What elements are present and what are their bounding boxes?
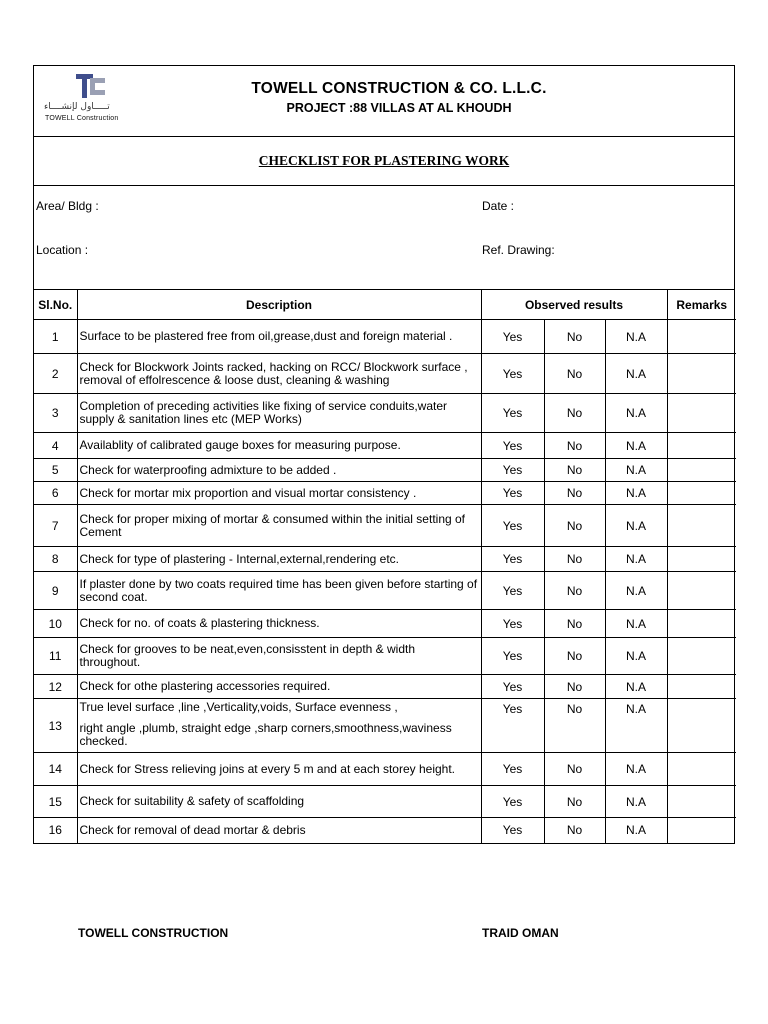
table-row bbox=[34, 459, 736, 482]
table-row bbox=[34, 753, 736, 786]
row-number: 3 bbox=[34, 394, 77, 433]
remarks-cell[interactable] bbox=[667, 572, 736, 610]
option-yes[interactable]: Yes bbox=[481, 753, 544, 786]
remarks-cell[interactable] bbox=[667, 354, 736, 394]
option-na[interactable]: N.A bbox=[605, 572, 667, 610]
ref-drawing-label: Ref. Drawing: bbox=[482, 243, 555, 257]
row-number: 13 bbox=[34, 699, 77, 753]
row-description: If plaster done by two coats required time has been given before starting of second coat. bbox=[77, 572, 481, 610]
company-name: TOWELL CONSTRUCTION & CO. L.L.C. bbox=[251, 80, 547, 97]
option-no[interactable]: No bbox=[544, 610, 605, 638]
option-yes[interactable]: Yes bbox=[481, 459, 544, 482]
option-yes[interactable]: Yes bbox=[481, 699, 544, 753]
remarks-cell[interactable] bbox=[667, 675, 736, 699]
option-no[interactable]: No bbox=[544, 482, 605, 505]
option-na[interactable]: N.A bbox=[605, 786, 667, 818]
logo-arabic-text: تـــــاول لإنشــــاء bbox=[44, 102, 110, 112]
row-number: 11 bbox=[34, 638, 77, 675]
table-row bbox=[34, 354, 736, 394]
table-row bbox=[34, 675, 736, 699]
row-number: 2 bbox=[34, 354, 77, 394]
col-header-slno: Sl.No. bbox=[34, 290, 77, 320]
col-header-remarks: Remarks bbox=[667, 290, 736, 320]
option-na[interactable]: N.A bbox=[605, 610, 667, 638]
option-no[interactable]: No bbox=[544, 675, 605, 699]
option-na[interactable]: N.A bbox=[605, 354, 667, 394]
remarks-cell[interactable] bbox=[667, 638, 736, 675]
project-name: PROJECT :88 VILLAS AT AL KHOUDH bbox=[286, 101, 512, 115]
checklist-table bbox=[34, 290, 736, 843]
option-na[interactable]: N.A bbox=[605, 638, 667, 675]
option-na[interactable]: N.A bbox=[605, 675, 667, 699]
table-row bbox=[34, 547, 736, 572]
title-row bbox=[34, 137, 734, 186]
option-na[interactable]: N.A bbox=[605, 320, 667, 354]
option-no[interactable]: No bbox=[544, 394, 605, 433]
remarks-cell[interactable] bbox=[667, 505, 736, 547]
remarks-cell[interactable] bbox=[667, 786, 736, 818]
table-row bbox=[34, 572, 736, 610]
logo-english-text: TOWELL Construction bbox=[45, 115, 119, 122]
option-no[interactable]: No bbox=[544, 699, 605, 753]
row-number: 9 bbox=[34, 572, 77, 610]
location-label: Location : bbox=[36, 243, 89, 257]
row-number: 16 bbox=[34, 818, 77, 843]
remarks-cell[interactable] bbox=[667, 699, 736, 753]
remarks-cell[interactable] bbox=[667, 818, 736, 843]
row-description bbox=[77, 699, 481, 753]
option-no[interactable]: No bbox=[544, 505, 605, 547]
table-row bbox=[34, 638, 736, 675]
option-no[interactable]: No bbox=[544, 753, 605, 786]
option-no[interactable]: No bbox=[544, 818, 605, 843]
checklist-sheet bbox=[33, 65, 735, 844]
document-header bbox=[34, 66, 734, 137]
table-row bbox=[34, 320, 736, 354]
option-yes[interactable]: Yes bbox=[481, 786, 544, 818]
table-row bbox=[34, 699, 736, 753]
row-description: Check for Stress relieving joins at every 5 m and at each storey height. bbox=[77, 753, 481, 786]
option-no[interactable]: No bbox=[544, 638, 605, 675]
remarks-cell[interactable] bbox=[667, 547, 736, 572]
option-no[interactable]: No bbox=[544, 786, 605, 818]
row-number: 14 bbox=[34, 753, 77, 786]
option-yes[interactable]: Yes bbox=[481, 547, 544, 572]
col-header-observed: Observed results bbox=[481, 290, 667, 320]
option-yes[interactable]: Yes bbox=[481, 610, 544, 638]
row-number: 15 bbox=[34, 786, 77, 818]
footer-right-signatory: TRAID OMAN bbox=[482, 926, 559, 940]
table-row bbox=[34, 482, 736, 505]
remarks-cell[interactable] bbox=[667, 320, 736, 354]
option-no[interactable]: No bbox=[544, 572, 605, 610]
row-description: Check for grooves to be neat,even,consisstent in depth & width throughout. bbox=[77, 638, 481, 675]
option-na[interactable]: N.A bbox=[605, 547, 667, 572]
option-yes[interactable]: Yes bbox=[481, 572, 544, 610]
table-row bbox=[34, 394, 736, 433]
row-description: Check for othe plastering accessories required. bbox=[77, 675, 481, 699]
row-description: Completion of preceding activities like fixing of service conduits,water supply & sanitation lines etc (MEP Works) bbox=[77, 394, 481, 433]
table-row bbox=[34, 433, 736, 459]
option-na[interactable]: N.A bbox=[605, 394, 667, 433]
remarks-cell[interactable] bbox=[667, 459, 736, 482]
col-header-description: Description bbox=[77, 290, 481, 320]
row-description-line: right angle ,plumb, straight edge ,sharp corners,smoothness,waviness checked. bbox=[79, 721, 452, 748]
remarks-cell[interactable] bbox=[667, 394, 736, 433]
table-row bbox=[34, 786, 736, 818]
row-description: Check for suitability & safety of scaffolding bbox=[77, 786, 481, 818]
remarks-cell[interactable] bbox=[667, 482, 736, 505]
table-row bbox=[34, 505, 736, 547]
option-no[interactable]: No bbox=[544, 433, 605, 459]
table-row bbox=[34, 818, 736, 843]
row-description-line: True level surface ,line ,Verticality,voids, Surface evenness , bbox=[79, 700, 398, 714]
option-yes[interactable]: Yes bbox=[481, 482, 544, 505]
option-no[interactable]: No bbox=[544, 547, 605, 572]
option-yes[interactable]: Yes bbox=[481, 433, 544, 459]
footer-left-signatory: TOWELL CONSTRUCTION bbox=[78, 926, 229, 940]
row-number: 4 bbox=[34, 433, 77, 459]
row-number: 6 bbox=[34, 482, 77, 505]
row-description: Check for waterproofing admixture to be added . bbox=[77, 459, 481, 482]
option-na[interactable]: N.A bbox=[605, 818, 667, 843]
row-description: Check for no. of coats & plastering thickness. bbox=[77, 610, 481, 638]
option-no[interactable]: No bbox=[544, 354, 605, 394]
row-description: Surface to be plastered free from oil,grease,dust and foreign material . bbox=[77, 320, 481, 354]
option-no[interactable]: No bbox=[544, 320, 605, 354]
option-no[interactable]: No bbox=[544, 459, 605, 482]
option-yes[interactable]: Yes bbox=[481, 394, 544, 433]
option-yes[interactable]: Yes bbox=[481, 638, 544, 675]
option-na[interactable]: N.A bbox=[605, 482, 667, 505]
area-bldg-label: Area/ Bldg : bbox=[36, 199, 99, 213]
remarks-cell[interactable] bbox=[667, 753, 736, 786]
row-description: Availablity of calibrated gauge boxes for measuring purpose. bbox=[77, 433, 481, 459]
option-yes[interactable]: Yes bbox=[481, 354, 544, 394]
row-number: 5 bbox=[34, 459, 77, 482]
row-description: Check for Blockwork Joints racked, hacking on RCC/ Blockwork surface , removal of effolrescence & loose dust, cleaning & washing bbox=[77, 354, 481, 394]
option-na[interactable]: N.A bbox=[605, 505, 667, 547]
table-row bbox=[34, 610, 736, 638]
row-number: 8 bbox=[34, 547, 77, 572]
option-yes[interactable]: Yes bbox=[481, 505, 544, 547]
option-yes[interactable]: Yes bbox=[481, 818, 544, 843]
row-description: Check for proper mixing of mortar & consumed within the initial setting of Cement bbox=[77, 505, 481, 547]
option-yes[interactable]: Yes bbox=[481, 675, 544, 699]
row-number: 7 bbox=[34, 505, 77, 547]
option-na[interactable]: N.A bbox=[605, 753, 667, 786]
row-number: 1 bbox=[34, 320, 77, 354]
row-number: 10 bbox=[34, 610, 77, 638]
remarks-cell[interactable] bbox=[667, 433, 736, 459]
row-number: 12 bbox=[34, 675, 77, 699]
option-na[interactable]: N.A bbox=[605, 699, 667, 753]
table-header-row bbox=[34, 290, 736, 320]
option-na[interactable]: N.A bbox=[605, 459, 667, 482]
option-na[interactable]: N.A bbox=[605, 433, 667, 459]
row-description: Check for mortar mix proportion and visual mortar consistency . bbox=[77, 482, 481, 505]
row-description: Check for type of plastering - Internal,external,rendering etc. bbox=[77, 547, 481, 572]
page-title: CHECKLIST FOR PLASTERING WORK bbox=[258, 153, 510, 168]
row-description: Check for removal of dead mortar & debris bbox=[77, 818, 481, 843]
remarks-cell[interactable] bbox=[667, 610, 736, 638]
option-yes[interactable]: Yes bbox=[481, 320, 544, 354]
date-label: Date : bbox=[482, 199, 515, 213]
meta-block bbox=[34, 186, 734, 290]
